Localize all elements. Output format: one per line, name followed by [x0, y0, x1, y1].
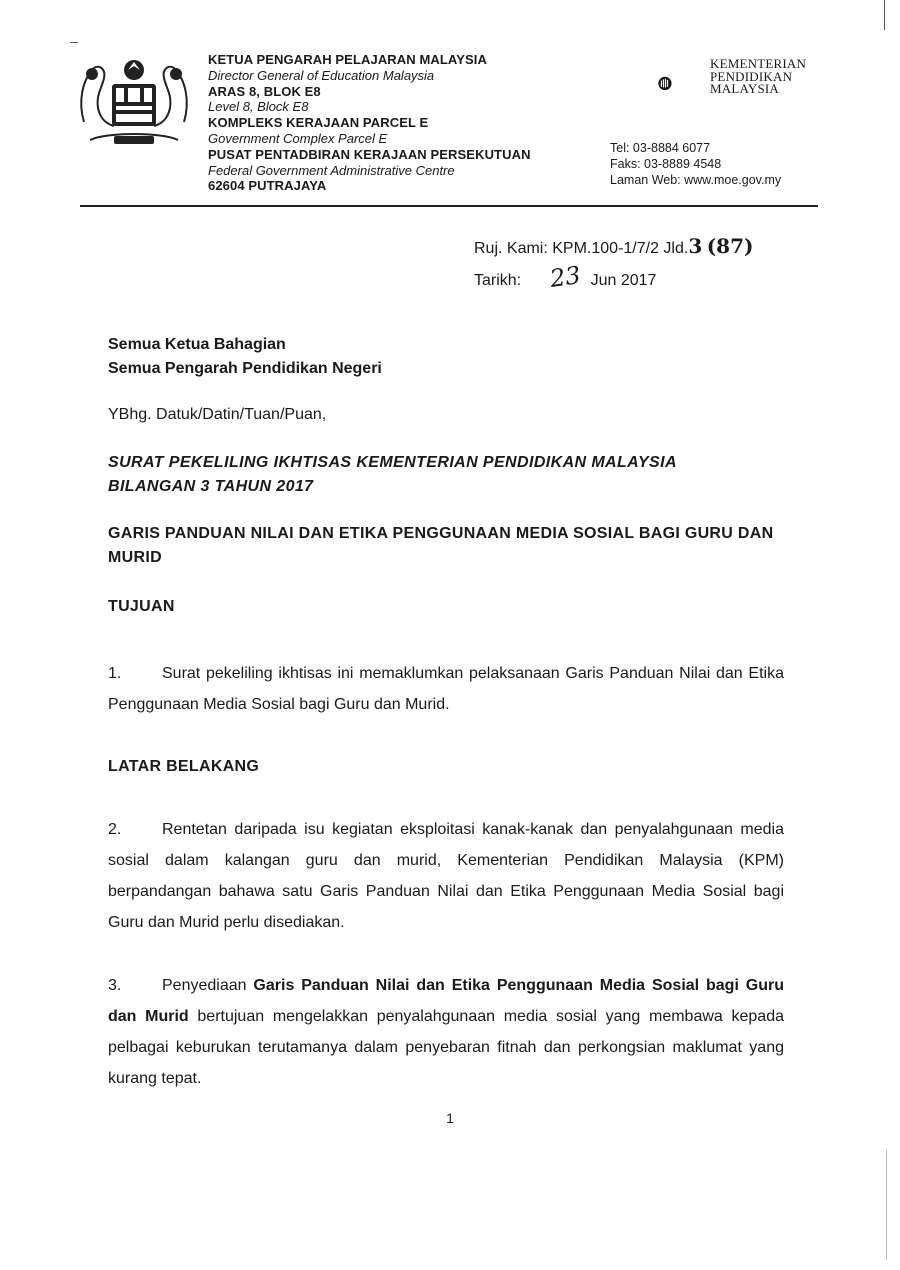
address-line: Federal Government Administrative Centre [208, 162, 455, 178]
circular-title [108, 451, 784, 499]
section-heading-tujuan: TUJUAN [108, 598, 175, 615]
paragraph-2 [108, 814, 784, 938]
coat-of-arms-icon [76, 52, 192, 152]
ministry-logo-icon [658, 58, 710, 110]
salutation: YBhg. Datuk/Datin/Tuan/Puan, [108, 406, 327, 423]
addressee-line: Semua Ketua Bahagian [108, 336, 286, 353]
paragraph-text: Surat pekeliling ikhtisas ini memaklumkan pelaksanaan Garis Panduan Nilai dan Etika Penggunaan Media Sosial bagi Guru dan Murid. [108, 665, 784, 713]
address-line: Director General of Education Malaysia [208, 67, 435, 83]
date-row [474, 263, 753, 295]
paragraph-bold-title: Garis Panduan Nilai dan Etika Penggunaan Media Sosial bagi Guru dan Murid [108, 977, 784, 1025]
fax: Faks: 03-8889 4548 [610, 157, 722, 171]
addressee [108, 333, 784, 381]
circular-title-line: SURAT PEKELILING IKHTISAS KEMENTERIAN PENDIDIKAN MALAYSIA [108, 454, 677, 471]
ministry-name [710, 58, 806, 96]
address-line: KETUA PENGARAH PELAJARAN MALAYSIA [208, 52, 487, 67]
section-heading-latar-belakang: LATAR BELAKANG [108, 758, 260, 775]
ref-volume-handwritten: 3 [688, 234, 703, 258]
paragraph-number: 2. [108, 821, 122, 838]
address-line: Government Complex Parcel E [208, 130, 388, 146]
tel: Tel: 03-8884 6077 [610, 141, 711, 155]
scan-mark [70, 42, 78, 43]
sender-address [208, 52, 588, 194]
date-label: Tarikh: [474, 272, 522, 289]
ministry-name-line: MALAYSIA [710, 81, 780, 96]
addressee-line: Semua Pengarah Pendidikan Negeri [108, 360, 382, 377]
subject-title: GARIS PANDUAN NILAI DAN ETIKA PENGGUNAAN MEDIA SOSIAL BAGI GURU DAN MURID [108, 525, 774, 566]
paragraph-text: Rentetan daripada isu kegiatan eksploitasi kanak-kanak dan penyalahgunaan media sosial dalam kalangan guru dan murid, Kementerian Pendidikan Malaysia (KPM) berpandangan bahawa satu Garis Panduan Nilai dan Etika Penggunaan Media Sosial bagi Guru dan Murid perlu disediakan. [108, 821, 784, 931]
circular-title-line: BILANGAN 3 TAHUN 2017 [108, 478, 314, 495]
address-line: ARAS 8, BLOK E8 [208, 83, 321, 99]
paragraph-number: 3. [108, 977, 122, 994]
ministry-name-line: KEMENTERIAN [710, 56, 807, 71]
website: Laman Web: www.moe.gov.my [610, 173, 782, 187]
ref-number-row [474, 232, 753, 263]
paragraph-3 [108, 970, 784, 1094]
ref-item-handwritten: (87) [706, 234, 754, 258]
paragraph-number: 1. [108, 665, 122, 682]
address-line: 62604 PUTRAJAYA [208, 178, 327, 194]
paragraph-1 [108, 658, 784, 720]
ref-label: Ruj. Kami: [474, 240, 548, 257]
address-line: Level 8, Block E8 [208, 99, 309, 115]
ministry-name-line: PENDIDIKAN [710, 68, 793, 84]
paragraph-text: bertujuan mengelakkan penyalahgunaan media sosial yang membawa kepada pelbagai keburukan terutamanya dalam penyebaran fitnah dan perkongsian maklumat yang kurang tepat. [108, 1008, 785, 1087]
ref-value: KPM.100-1/7/2 Jld. [552, 240, 689, 257]
address-line: PUSAT PENTADBIRAN KERAJAAN PERSEKUTUAN [208, 146, 531, 162]
letterhead-divider [80, 205, 818, 207]
contact-info [610, 140, 781, 188]
date-day-handwritten: 23 [547, 261, 582, 293]
page-number: 1 [446, 1110, 454, 1126]
date-rest: Jun 2017 [590, 272, 657, 289]
paragraph-lead: Penyediaan [162, 977, 247, 994]
scan-mark [884, 0, 885, 30]
scan-mark [886, 1150, 887, 1260]
reference-block [474, 232, 753, 295]
address-line: KOMPLEKS KERAJAAN PARCEL E [208, 115, 429, 131]
